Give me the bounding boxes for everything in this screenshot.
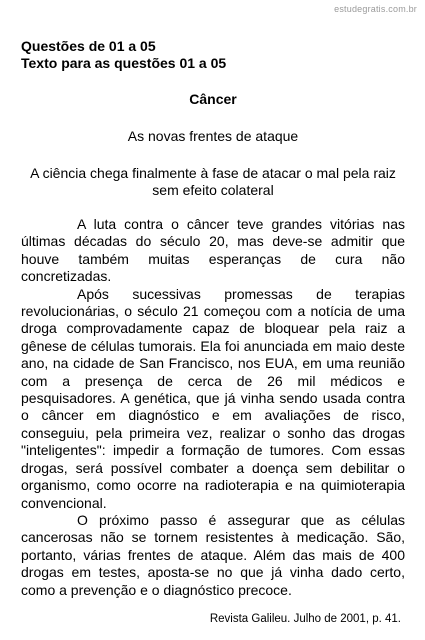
document-content <box>21 38 405 625</box>
text-reference-heading: Texto para as questões 01 a 05 <box>21 55 227 71</box>
article-paragraph: O próximo passo é assegurar que as células cancerosas não se tornem resistentes à medicação. São, portanto, várias frentes de ataque. Além das mais de 400 drogas em testes, aposta-se no que já vinha dado certo, como a prevenção e o diagnóstico precoce. <box>21 511 405 598</box>
questions-heading: Questões de 01 a 05 <box>21 38 156 54</box>
site-watermark: estudegratis.com.br <box>334 4 417 14</box>
article-paragraph: A luta contra o câncer teve grandes vitórias nas últimas décadas do século 20, mas deve-se admitir que houve também muitas esperanças de cura não concretizadas. <box>21 216 405 285</box>
article-body <box>21 216 405 599</box>
article-title: Câncer <box>189 91 237 107</box>
article-lead: A ciência chega finalmente à fase de atacar o mal pela raiz sem efeito colateral <box>30 165 396 198</box>
article-subtitle: As novas frentes de ataque <box>127 128 299 144</box>
article-source: Revista Galileu. Julho de 2001, p. 41. <box>209 612 401 625</box>
article-paragraph: Após sucessivas promessas de terapias revolucionárias, o século 21 começou com a notícia de uma droga comprovadamente capaz de bloquear pela raiz a gênese de células tumorais. Ela foi anunciada em maio deste ano, na cidade de San Francisco, nos EUA, em uma reunião com a presença de cerca de 26 mil médicos e pesquisadores. A genética, que já vinha sendo usada contra o câncer em diagnóstico e em avaliações de risco, conseguiu, pela primeira vez, realizar o sonho das drogas "inteligentes": impedir a formação de tumores. Com essas drogas, será possível combater a doença sem debilitar o organismo, como ocorre na radioterapia e na quimioterapia convencional. <box>21 285 405 511</box>
